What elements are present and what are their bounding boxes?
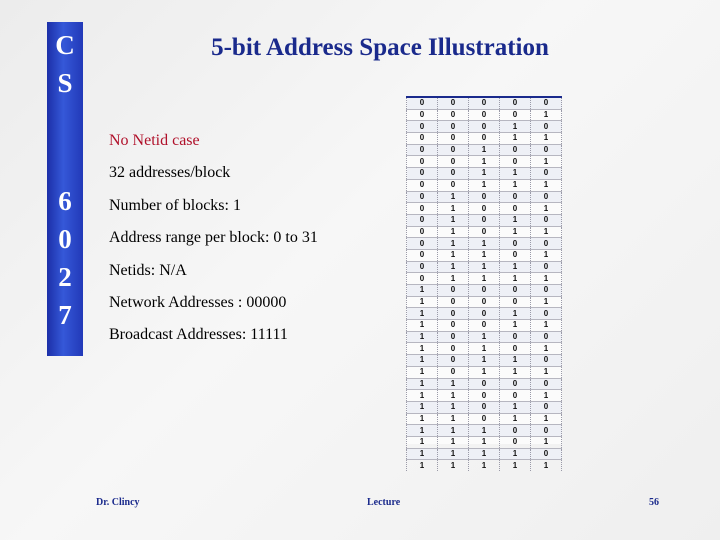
table-cell: 1 xyxy=(500,121,531,133)
table-cell: 0 xyxy=(438,179,469,191)
table-cell: 0 xyxy=(469,296,500,308)
slide-title: 5-bit Address Space Illustration xyxy=(211,34,549,61)
bullet-addresses-per-block: 32 addresses/block xyxy=(109,164,231,181)
table-row xyxy=(407,308,562,320)
course-sidebar xyxy=(47,22,83,356)
table-cell: 1 xyxy=(407,308,438,320)
table-cell: 1 xyxy=(407,436,438,448)
table-cell: 0 xyxy=(500,144,531,156)
table-cell: 1 xyxy=(500,401,531,413)
table-cell: 0 xyxy=(469,401,500,413)
table-cell: 0 xyxy=(407,144,438,156)
table-cell: 0 xyxy=(438,156,469,168)
table-row xyxy=(407,249,562,261)
table-cell: 1 xyxy=(500,355,531,367)
table-cell: 0 xyxy=(407,97,438,109)
table-cell: 0 xyxy=(500,238,531,250)
table-cell: 1 xyxy=(531,156,562,168)
table-cell: 0 xyxy=(438,97,469,109)
table-cell: 1 xyxy=(469,156,500,168)
table-cell: 0 xyxy=(438,355,469,367)
table-cell: 0 xyxy=(407,273,438,285)
table-row xyxy=(407,331,562,343)
table-cell: 1 xyxy=(438,425,469,437)
table-cell: 1 xyxy=(469,168,500,180)
table-cell: 1 xyxy=(469,179,500,191)
table-cell: 0 xyxy=(469,203,500,215)
table-cell: 1 xyxy=(407,460,438,471)
table-cell: 1 xyxy=(469,144,500,156)
table-cell: 0 xyxy=(531,214,562,226)
table-cell: 1 xyxy=(500,460,531,471)
table-cell: 1 xyxy=(469,343,500,355)
table-cell: 1 xyxy=(438,448,469,460)
bullet-netids: Netids: N/A xyxy=(109,262,187,279)
table-cell: 1 xyxy=(500,308,531,320)
table-cell: 1 xyxy=(500,448,531,460)
table-cell: 0 xyxy=(500,425,531,437)
table-cell: 0 xyxy=(531,401,562,413)
footer-author: Dr. Clincy xyxy=(96,497,140,508)
table-cell: 1 xyxy=(438,378,469,390)
table-cell: 0 xyxy=(500,109,531,121)
table-cell: 1 xyxy=(438,390,469,402)
table-cell: 0 xyxy=(531,261,562,273)
table-cell: 0 xyxy=(438,366,469,378)
table-cell: 1 xyxy=(469,249,500,261)
table-cell: 1 xyxy=(500,366,531,378)
table-cell: 0 xyxy=(407,109,438,121)
table-cell: 1 xyxy=(500,168,531,180)
table-row xyxy=(407,436,562,448)
table-cell: 0 xyxy=(531,121,562,133)
table-cell: 1 xyxy=(469,425,500,437)
sidebar-letter: 0 xyxy=(58,224,72,254)
table-row xyxy=(407,425,562,437)
table-cell: 0 xyxy=(531,191,562,203)
table-cell: 1 xyxy=(407,320,438,332)
table-row xyxy=(407,343,562,355)
table-cell: 1 xyxy=(469,331,500,343)
table-row xyxy=(407,226,562,238)
table-cell: 1 xyxy=(407,331,438,343)
table-cell: 0 xyxy=(500,331,531,343)
sidebar-letter: C xyxy=(55,30,75,60)
table-cell: 1 xyxy=(531,413,562,425)
table-cell: 0 xyxy=(500,378,531,390)
table-cell: 0 xyxy=(469,378,500,390)
table-cell: 0 xyxy=(469,308,500,320)
table-row xyxy=(407,203,562,215)
table-cell: 1 xyxy=(531,320,562,332)
table-cell: 0 xyxy=(531,238,562,250)
table-row xyxy=(407,448,562,460)
table-row xyxy=(407,460,562,471)
table-cell: 0 xyxy=(438,331,469,343)
table-cell: 1 xyxy=(469,273,500,285)
footer-page-number: 56 xyxy=(649,497,659,508)
table-row xyxy=(407,273,562,285)
table-cell: 0 xyxy=(407,179,438,191)
table-cell: 0 xyxy=(500,343,531,355)
bullet-number-of-blocks: Number of blocks: 1 xyxy=(109,197,241,214)
table-cell: 0 xyxy=(407,156,438,168)
table-cell: 0 xyxy=(500,285,531,297)
address-bit-table xyxy=(406,96,562,470)
table-cell: 1 xyxy=(469,436,500,448)
table-cell: 0 xyxy=(500,436,531,448)
table-cell: 0 xyxy=(469,320,500,332)
table-cell: 1 xyxy=(407,343,438,355)
table-cell: 1 xyxy=(531,366,562,378)
table-cell: 1 xyxy=(469,366,500,378)
table-cell: 1 xyxy=(407,413,438,425)
table-cell: 0 xyxy=(469,285,500,297)
bullet-address-range: Address range per block: 0 to 31 xyxy=(109,229,318,246)
table-cell: 0 xyxy=(531,425,562,437)
table-row xyxy=(407,133,562,145)
table-cell: 1 xyxy=(469,448,500,460)
table-cell: 0 xyxy=(407,238,438,250)
table-cell: 1 xyxy=(500,273,531,285)
table-cell: 0 xyxy=(438,121,469,133)
table-cell: 0 xyxy=(531,144,562,156)
table-cell: 0 xyxy=(469,191,500,203)
table-row xyxy=(407,121,562,133)
sidebar-letter: 2 xyxy=(58,262,72,292)
sidebar-letter: 7 xyxy=(58,300,72,330)
table-cell: 0 xyxy=(500,390,531,402)
table-cell: 0 xyxy=(438,308,469,320)
table-cell: 1 xyxy=(469,355,500,367)
table-cell: 1 xyxy=(531,203,562,215)
table-cell: 0 xyxy=(500,296,531,308)
table-cell: 1 xyxy=(531,179,562,191)
table-cell: 0 xyxy=(531,97,562,109)
table-cell: 1 xyxy=(438,214,469,226)
table-cell: 0 xyxy=(407,214,438,226)
table-cell: 1 xyxy=(531,296,562,308)
table-cell: 1 xyxy=(531,273,562,285)
table-cell: 0 xyxy=(438,320,469,332)
table-cell: 1 xyxy=(531,109,562,121)
table-cell: 0 xyxy=(407,191,438,203)
table-cell: 0 xyxy=(531,285,562,297)
table-cell: 0 xyxy=(438,144,469,156)
table-row xyxy=(407,156,562,168)
table-cell: 1 xyxy=(531,436,562,448)
table-cell: 0 xyxy=(407,203,438,215)
table-row xyxy=(407,366,562,378)
table-cell: 0 xyxy=(407,226,438,238)
table-row xyxy=(407,355,562,367)
table-cell: 0 xyxy=(438,285,469,297)
table-cell: 0 xyxy=(469,214,500,226)
table-row xyxy=(407,214,562,226)
table-cell: 1 xyxy=(407,401,438,413)
table-cell: 1 xyxy=(438,460,469,471)
table-cell: 1 xyxy=(407,425,438,437)
table-cell: 1 xyxy=(531,133,562,145)
table-cell: 0 xyxy=(500,156,531,168)
table-cell: 0 xyxy=(531,378,562,390)
table-cell: 0 xyxy=(500,249,531,261)
table-cell: 0 xyxy=(531,331,562,343)
table-cell: 1 xyxy=(407,366,438,378)
table-cell: 0 xyxy=(469,413,500,425)
table-cell: 1 xyxy=(438,191,469,203)
footer-lecture: Lecture xyxy=(367,497,401,508)
table-cell: 1 xyxy=(438,261,469,273)
table-cell: 0 xyxy=(531,355,562,367)
table-cell: 1 xyxy=(407,390,438,402)
table-cell: 0 xyxy=(469,133,500,145)
table-row xyxy=(407,191,562,203)
table-cell: 0 xyxy=(407,133,438,145)
table-cell: 0 xyxy=(407,168,438,180)
table-cell: 0 xyxy=(438,296,469,308)
table-cell: 1 xyxy=(500,179,531,191)
table-row xyxy=(407,238,562,250)
table-cell: 1 xyxy=(500,214,531,226)
table-row xyxy=(407,378,562,390)
table-cell: 1 xyxy=(469,460,500,471)
table-cell: 1 xyxy=(469,238,500,250)
table-cell: 1 xyxy=(500,320,531,332)
table-cell: 0 xyxy=(500,203,531,215)
table-cell: 1 xyxy=(531,249,562,261)
bullet-network-addresses: Network Addresses : 00000 xyxy=(109,294,287,311)
bullet-netid-case: No Netid case xyxy=(109,132,200,149)
table-cell: 0 xyxy=(407,121,438,133)
table-cell: 1 xyxy=(438,238,469,250)
table-cell: 0 xyxy=(469,226,500,238)
table-cell: 0 xyxy=(407,261,438,273)
table-cell: 1 xyxy=(407,448,438,460)
table-cell: 1 xyxy=(407,355,438,367)
table-row xyxy=(407,413,562,425)
table-cell: 0 xyxy=(469,97,500,109)
table-cell: 0 xyxy=(500,97,531,109)
table-cell: 1 xyxy=(438,226,469,238)
table-cell: 1 xyxy=(500,413,531,425)
bullet-broadcast-addresses: Broadcast Addresses: 11111 xyxy=(109,326,288,343)
sidebar-letter: S xyxy=(57,68,73,98)
table-cell: 1 xyxy=(469,261,500,273)
sidebar-letter: 6 xyxy=(58,186,72,216)
table-row xyxy=(407,144,562,156)
table-cell: 0 xyxy=(438,133,469,145)
table-cell: 0 xyxy=(531,308,562,320)
table-row xyxy=(407,109,562,121)
table-row xyxy=(407,320,562,332)
bit-table xyxy=(406,96,562,471)
table-row xyxy=(407,390,562,402)
table-cell: 1 xyxy=(500,133,531,145)
table-cell: 1 xyxy=(438,249,469,261)
table-cell: 1 xyxy=(407,296,438,308)
table-cell: 0 xyxy=(407,249,438,261)
table-cell: 1 xyxy=(438,401,469,413)
table-cell: 1 xyxy=(438,436,469,448)
table-cell: 1 xyxy=(531,460,562,471)
table-cell: 1 xyxy=(531,390,562,402)
table-row xyxy=(407,168,562,180)
table-cell: 0 xyxy=(469,121,500,133)
table-cell: 1 xyxy=(531,226,562,238)
table-cell: 1 xyxy=(500,226,531,238)
table-row xyxy=(407,401,562,413)
table-cell: 0 xyxy=(531,168,562,180)
table-cell: 1 xyxy=(531,343,562,355)
table-cell: 1 xyxy=(438,273,469,285)
table-cell: 0 xyxy=(469,109,500,121)
table-cell: 1 xyxy=(407,378,438,390)
table-cell: 1 xyxy=(438,203,469,215)
table-cell: 0 xyxy=(438,109,469,121)
table-row xyxy=(407,285,562,297)
table-cell: 0 xyxy=(531,448,562,460)
table-cell: 0 xyxy=(500,191,531,203)
table-cell: 1 xyxy=(438,413,469,425)
table-row xyxy=(407,261,562,273)
table-cell: 0 xyxy=(438,343,469,355)
table-row xyxy=(407,179,562,191)
table-cell: 1 xyxy=(407,285,438,297)
table-row xyxy=(407,296,562,308)
table-cell: 0 xyxy=(438,168,469,180)
table-cell: 1 xyxy=(500,261,531,273)
table-cell: 0 xyxy=(469,390,500,402)
table-row xyxy=(407,97,562,109)
